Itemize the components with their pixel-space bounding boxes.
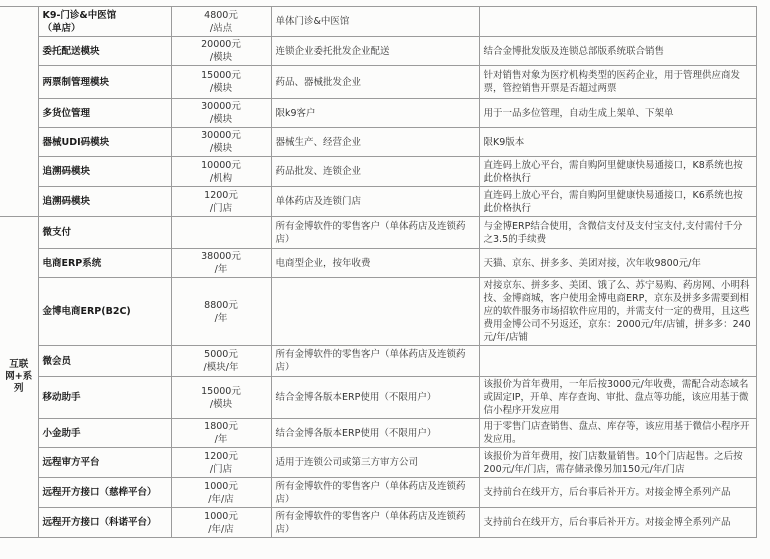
note: 对接京东、拼多多、美团、饿了么、苏宁易购、药房网、小明科技、金博商城，客户使用金博电商ERP，京东及拼多多需要到相应的软件服务市场招软件应用的，并需支付一定的费用，且这些费用金博公司不另返还，京东：2000元/年/店铺，拼多多：240元/年/店铺 — [483, 280, 751, 343]
note-cell — [479, 478, 756, 508]
note: 用于一品多位管理，自动生成上架单、下架单 — [483, 107, 674, 119]
price-cell — [171, 99, 271, 128]
module-name-cell — [38, 157, 171, 187]
scope-cell — [271, 99, 479, 128]
scope: 所有金博软件的零售客户（单体药店及连锁药店） — [275, 510, 466, 535]
note: 天猫、京东、拼多多、美团对接，次年收9800元/年 — [483, 257, 701, 269]
module-name-cell — [38, 346, 171, 377]
scope: 结合金博各版本ERP使用（不限用户） — [275, 392, 437, 403]
table-row — [0, 217, 756, 249]
note-cell — [479, 187, 756, 217]
price-table — [0, 6, 757, 538]
scope-cell — [271, 508, 479, 538]
price-cell — [171, 249, 271, 278]
note-cell — [479, 99, 756, 128]
note-cell — [479, 346, 756, 377]
module-name: 电商ERP系统 — [42, 257, 102, 269]
table-row — [0, 187, 756, 217]
module-name-cell — [38, 187, 171, 217]
scope: 连锁企业委托批发企业配送 — [275, 45, 390, 57]
price-cell — [171, 377, 271, 419]
scope: 单体门诊&中医馆 — [275, 16, 350, 27]
module-name: 两票制管理模块 — [42, 76, 110, 88]
scope-cell — [271, 128, 479, 157]
scope-cell — [271, 448, 479, 478]
price: 1200元 /门店 — [204, 450, 238, 475]
module-name: 金博电商ERP(B2C) — [42, 306, 131, 317]
note-cell — [479, 157, 756, 187]
note: 限K9版本 — [483, 136, 525, 148]
scope: 所有金博软件的零售客户（单体药店及连锁药店） — [275, 220, 466, 245]
price-cell — [171, 66, 271, 99]
module-name-cell — [38, 217, 171, 249]
note-cell — [479, 7, 756, 37]
note-cell — [479, 128, 756, 157]
note-cell — [479, 249, 756, 278]
price: 1000元 /年/店 — [204, 480, 238, 505]
category-label: 互联 网+系 列 — [5, 359, 33, 394]
scope-cell — [271, 419, 479, 448]
price: 30000元 /模块 — [201, 130, 241, 154]
module-name: 远程审方平台 — [42, 457, 100, 468]
price: 8800元 /年 — [204, 299, 238, 324]
note: 支持前台在线开方，后台事后补开方。对接金博全系列产品 — [483, 487, 731, 498]
price: 38000元 /年 — [201, 251, 241, 275]
scope: 限k9客户 — [275, 107, 316, 119]
price-cell — [171, 346, 271, 377]
scope-cell — [271, 346, 479, 377]
price: 10000元 /机构 — [201, 159, 241, 184]
module-name-cell — [38, 66, 171, 99]
price-cell — [171, 478, 271, 508]
module-name-cell — [38, 419, 171, 448]
table-row — [0, 99, 756, 128]
price: 1200元 /门店 — [204, 189, 238, 214]
note-cell — [479, 66, 756, 99]
price: 15000元 /模块 — [201, 70, 241, 94]
module-name-cell — [38, 278, 171, 346]
module-name-cell — [38, 508, 171, 538]
module-name: K9-门诊&中医馆 （单店） — [42, 9, 117, 34]
price: 15000元 /模块 — [201, 385, 241, 410]
scope: 适用于连锁公司或第三方审方公司 — [275, 457, 419, 468]
module-name-cell — [38, 478, 171, 508]
note: 与金博ERP结合使用，含微信支付及支付宝支付,支付需付千分之3.5的手续费 — [483, 220, 743, 245]
module-name-cell — [38, 37, 171, 66]
note: 支持前台在线开方，后台事后补开方。对接金博全系列产品 — [483, 517, 731, 528]
price-cell — [171, 278, 271, 346]
note: 用于零售门店查销售、盘点、库存等，该应用基于微信小程序开发应用。 — [483, 421, 750, 445]
scope: 器械生产、经营企业 — [275, 136, 362, 148]
note: 该报价为首年费用，按门店数量销售。10个门店起售。之后按200元/年/门店，需存储录像另加150元/年/门店 — [483, 450, 743, 475]
price-cell — [171, 7, 271, 37]
note: 直连码上放心平台，需自购阿里健康快易通接口，K8系统也按此价格执行 — [483, 159, 743, 184]
scope-cell — [271, 377, 479, 419]
module-name: 微支付 — [42, 227, 72, 238]
note-cell — [479, 278, 756, 346]
scope-cell — [271, 249, 479, 278]
table-row — [0, 37, 756, 66]
price-cell — [171, 508, 271, 538]
price: 1000元 /年/店 — [204, 510, 238, 535]
price: 5000元 /模块/年 — [203, 349, 239, 373]
table-row — [0, 448, 756, 478]
module-name-cell — [38, 128, 171, 157]
table-row — [0, 7, 756, 37]
price: 30000元 /模块 — [201, 101, 241, 125]
price-cell — [171, 157, 271, 187]
price-cell — [171, 448, 271, 478]
note-cell — [479, 448, 756, 478]
module-name: 小金助手 — [42, 427, 81, 439]
table-row — [0, 508, 756, 538]
note-cell — [479, 377, 756, 419]
scope: 单体药店及连锁门店 — [275, 196, 362, 207]
scope-cell — [271, 278, 479, 346]
module-name: 追溯码模块 — [42, 196, 91, 207]
table-row — [0, 278, 756, 346]
scope-cell — [271, 217, 479, 249]
module-name: 器械UDI码模块 — [42, 136, 110, 148]
module-name: 移动助手 — [42, 392, 81, 403]
note: 针对销售对象为医疗机构类型的医药企业，用于管理供应商发票，管控销售开票是否超过两票 — [483, 70, 741, 94]
category-cell — [0, 7, 38, 217]
table-row — [0, 249, 756, 278]
scope-cell — [271, 478, 479, 508]
scope: 所有金博软件的零售客户（单体药店及连锁药店） — [275, 480, 466, 505]
scope-cell — [271, 37, 479, 66]
table-row — [0, 346, 756, 377]
scope-cell — [271, 187, 479, 217]
note: 结合金博批发版及连锁总部版系统联合销售 — [483, 45, 665, 57]
table-row — [0, 419, 756, 448]
scope-cell — [271, 157, 479, 187]
price-cell — [171, 187, 271, 217]
scope-cell — [271, 7, 479, 37]
scope: 药品批发、连锁企业 — [275, 166, 362, 177]
table-row — [0, 66, 756, 99]
module-name-cell — [38, 7, 171, 37]
note-cell — [479, 37, 756, 66]
module-name-cell — [38, 448, 171, 478]
module-name: 多货位管理 — [42, 107, 91, 119]
module-name-cell — [38, 377, 171, 419]
module-name: 微会员 — [42, 355, 72, 367]
module-name: 追溯码模块 — [42, 166, 91, 177]
price: 20000元 /模块 — [201, 39, 241, 63]
module-name-cell — [38, 99, 171, 128]
price-cell — [171, 419, 271, 448]
table-row — [0, 128, 756, 157]
price-cell — [171, 217, 271, 249]
note-cell — [479, 419, 756, 448]
scope: 药品、器械批发企业 — [275, 76, 362, 88]
note-cell — [479, 508, 756, 538]
price-cell — [171, 37, 271, 66]
module-name-cell — [38, 249, 171, 278]
note: 该报价为首年费用，一年后按3000元/年收费，需配合动态域名或固定IP，开单、库存查询、审批、盘点等功能，该应用基于微信小程序开发应用 — [483, 379, 749, 416]
note: 直连码上放心平台，需自购阿里健康快易通接口，K6系统也按此价格执行 — [483, 189, 743, 214]
module-name: 远程开方接口（科诺平台） — [42, 517, 157, 528]
price-cell — [171, 128, 271, 157]
scope-cell — [271, 66, 479, 99]
note-cell — [479, 217, 756, 249]
table-row — [0, 157, 756, 187]
price: 1800元 /年 — [204, 421, 238, 445]
table-row — [0, 377, 756, 419]
scope: 电商型企业，按年收费 — [275, 257, 371, 269]
table-row — [0, 478, 756, 508]
module-name: 委托配送模块 — [42, 45, 100, 57]
category-internet-series — [0, 217, 38, 538]
scope: 所有金博软件的零售客户（单体药店及连锁药店） — [275, 349, 466, 373]
scope: 结合金博各版本ERP使用（不限用户） — [275, 427, 437, 439]
price: 4800元 /站点 — [204, 9, 238, 34]
module-name: 远程开方接口（慈桦平台） — [42, 487, 157, 498]
